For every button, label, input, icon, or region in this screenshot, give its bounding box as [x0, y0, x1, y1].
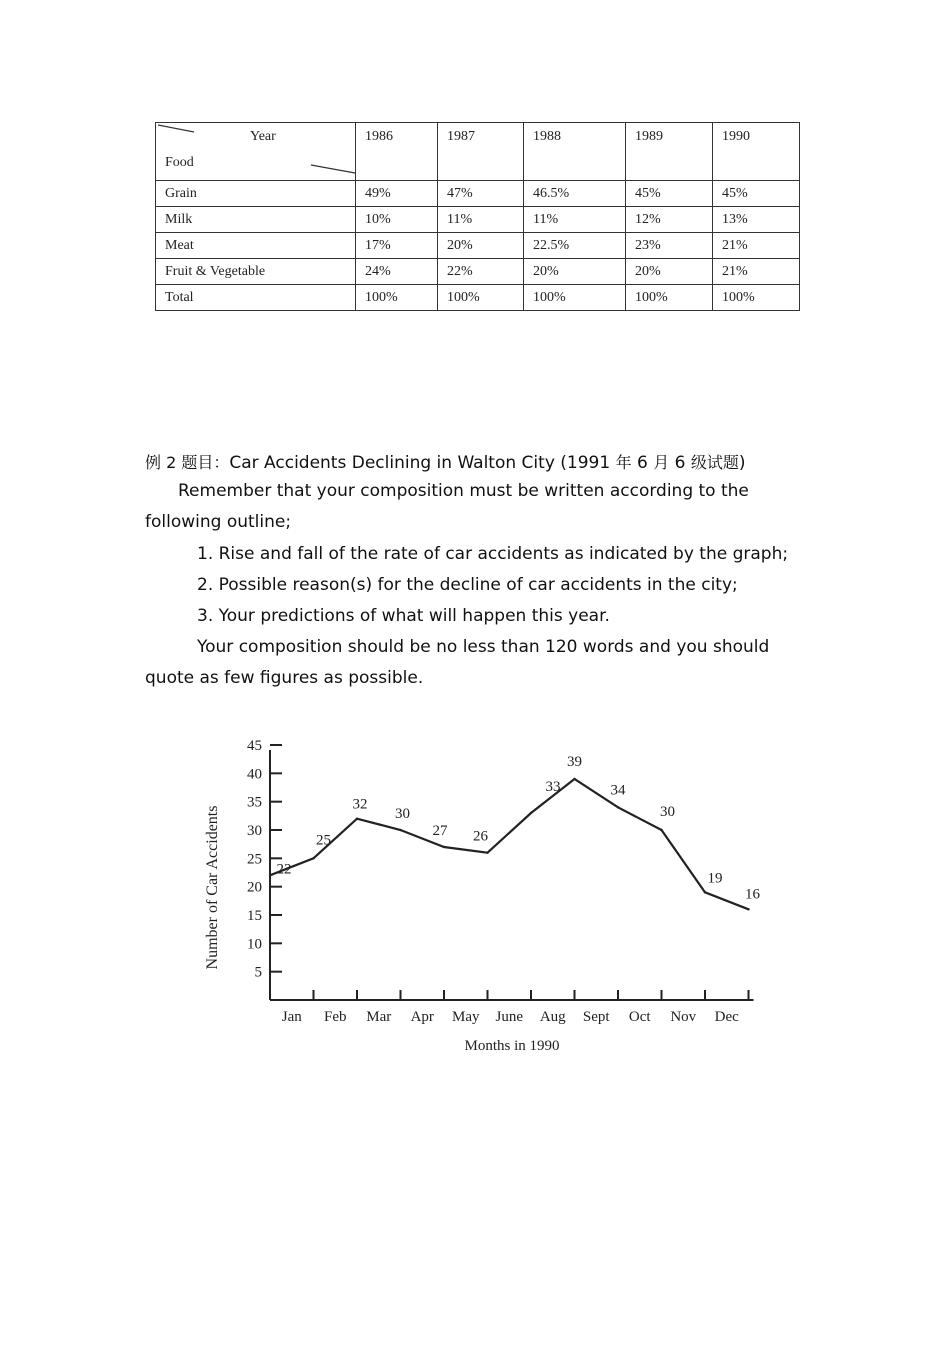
table-cell: 22% — [438, 259, 524, 285]
data-point — [573, 778, 575, 780]
table-corner-cell — [156, 123, 356, 181]
corner-year-label: Year — [250, 129, 276, 144]
data-point — [443, 846, 445, 848]
data-label: 26 — [473, 828, 488, 845]
x-tick-label: Dec — [714, 1009, 739, 1025]
year-header: 1989 — [626, 123, 713, 181]
table-cell: 21% — [713, 233, 800, 259]
table-row — [156, 285, 800, 311]
data-point — [747, 908, 749, 910]
table-cell: 45% — [626, 181, 713, 207]
data-label: 27 — [432, 823, 448, 839]
row-label: Grain — [156, 181, 356, 207]
x-axis-title: Months in 1990 — [464, 1038, 560, 1054]
outline-item: 2. Possible reason(s) for the decline of car accidents in the city; — [197, 575, 738, 595]
table-cell: 24% — [356, 259, 438, 285]
corner-food-label: Food — [165, 155, 194, 170]
y-tick-label: 5 — [254, 964, 262, 981]
data-point — [617, 806, 619, 808]
x-tick-label: Jan — [281, 1009, 302, 1025]
data-point — [312, 857, 314, 859]
table-cell: 11% — [438, 207, 524, 233]
instruction-paragraph-line: Remember that your composition must be written according to the — [178, 481, 749, 501]
year-header: 1986 — [356, 123, 438, 181]
data-label: 30 — [660, 804, 675, 820]
table-cell: 23% — [626, 233, 713, 259]
example-prefix: 例 2 题目： — [145, 453, 230, 472]
data-label: 34 — [610, 782, 626, 799]
data-point — [660, 829, 662, 831]
year-header: 1988 — [524, 123, 626, 181]
year-header: 1987 — [438, 123, 524, 181]
table-cell: 11% — [524, 207, 626, 233]
outline-item: 3. Your predictions of what will happen this year. — [197, 606, 610, 626]
x-tick-label: Aug — [539, 1009, 566, 1025]
table-header-row — [156, 123, 800, 181]
series-line — [270, 779, 749, 909]
y-tick-label: 40 — [247, 766, 262, 783]
source-level-char: 级试题 — [690, 453, 739, 472]
table-cell: 47% — [438, 181, 524, 207]
data-label: 25 — [316, 832, 331, 849]
x-tick-label: Oct — [628, 1009, 651, 1025]
table-cell: 100% — [524, 285, 626, 311]
car-accidents-line-chart — [195, 730, 775, 1070]
data-label: 39 — [567, 754, 582, 770]
source-level: 6 — [669, 453, 691, 473]
row-label: Total — [156, 285, 356, 311]
x-tick-label: Nov — [670, 1009, 697, 1025]
data-point — [356, 817, 358, 819]
y-tick-label: 25 — [247, 851, 262, 868]
table-cell: 10% — [356, 207, 438, 233]
table-cell: 21% — [713, 259, 800, 285]
data-point — [269, 874, 271, 876]
data-label: 32 — [352, 796, 368, 813]
table-cell: 22.5% — [524, 233, 626, 259]
y-tick-label: 45 — [247, 738, 262, 754]
y-tick-label: 15 — [247, 908, 262, 924]
table-cell: 100% — [356, 285, 438, 311]
data-point — [399, 829, 401, 831]
table-row — [156, 233, 800, 259]
table-cell: 20% — [438, 233, 524, 259]
data-label: 22 — [276, 861, 292, 878]
data-point — [704, 891, 706, 893]
y-axis-title: Number of Car Accidents — [204, 805, 221, 970]
data-point — [530, 812, 532, 814]
year-header: 1990 — [713, 123, 800, 181]
x-tick-label: Feb — [324, 1009, 347, 1025]
table-row — [156, 181, 800, 207]
table-cell: 13% — [713, 207, 800, 233]
x-tick-label: Mar — [366, 1009, 392, 1025]
x-tick-label: Apr — [410, 1009, 434, 1025]
table-cell: 100% — [438, 285, 524, 311]
table-row — [156, 259, 800, 285]
x-tick-label: May — [452, 1009, 480, 1025]
outline-item: 1. Rise and fall of the rate of car accidents as indicated by the graph; — [197, 544, 789, 564]
source-year-char: 年 — [615, 453, 632, 472]
source-open: (1991 — [554, 453, 616, 473]
source-month: 6 — [631, 453, 654, 473]
table-cell: 45% — [713, 181, 800, 207]
requirement-paragraph-line: quote as few figures as possible. — [145, 668, 424, 688]
data-point — [486, 851, 488, 853]
table-row — [156, 207, 800, 233]
x-tick-label: Sept — [582, 1009, 610, 1025]
example-topic: Car Accidents Declining in Walton City — [229, 453, 555, 473]
example-title — [145, 450, 746, 473]
requirement-paragraph-line: Your composition should be no less than 120 words and you should — [197, 637, 770, 657]
data-label: 16 — [745, 886, 760, 903]
table-cell: 20% — [524, 259, 626, 285]
source-month-char: 月 — [653, 453, 670, 472]
row-label: Fruit & Vegetable — [156, 259, 356, 285]
instruction-paragraph-line: following outline; — [145, 512, 292, 532]
food-percentage-table — [155, 122, 800, 311]
y-tick-label: 30 — [247, 823, 262, 839]
table-cell: 100% — [626, 285, 713, 311]
x-tick-label: June — [495, 1009, 523, 1025]
y-tick-label: 10 — [247, 936, 262, 953]
row-label: Meat — [156, 233, 356, 259]
data-label: 19 — [707, 870, 723, 887]
source-close: ) — [738, 453, 746, 473]
row-label: Milk — [156, 207, 356, 233]
y-tick-label: 35 — [247, 794, 262, 811]
table-cell: 46.5% — [524, 181, 626, 207]
table-cell: 100% — [713, 285, 800, 311]
table-cell: 20% — [626, 259, 713, 285]
table-cell: 12% — [626, 207, 713, 233]
y-tick-label: 20 — [247, 879, 262, 896]
data-label: 33 — [545, 779, 561, 795]
table-cell: 17% — [356, 233, 438, 259]
table-cell: 49% — [356, 181, 438, 207]
data-label: 30 — [395, 806, 410, 822]
